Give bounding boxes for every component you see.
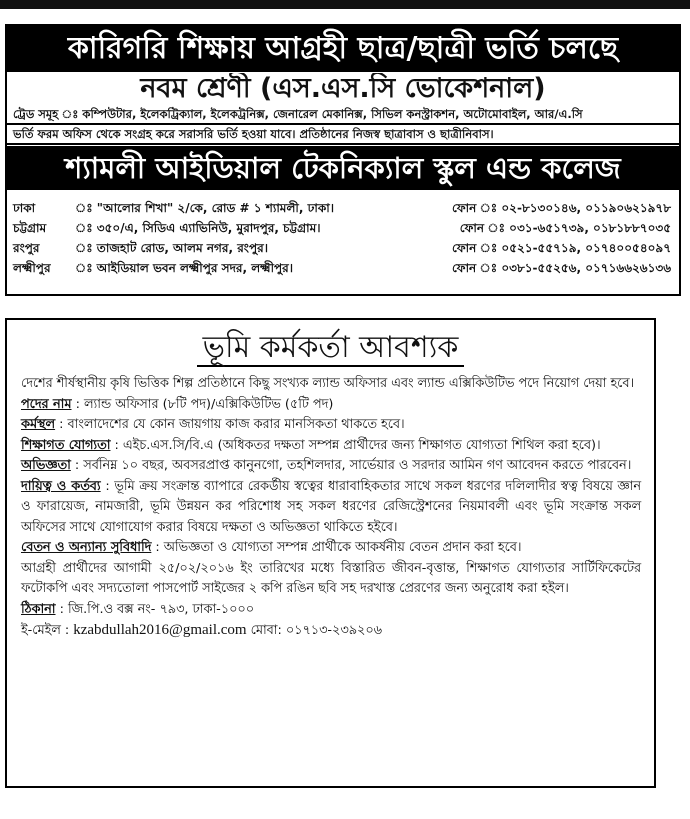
post-line [21,395,641,416]
branch-address: ঃ আইডিয়াল ভবন লক্ষ্মীপুর সদর, লক্ষ্মীপুর। [75,261,294,275]
school-admission-ad [5,24,681,296]
workplace-line [21,415,641,436]
mobile-number: মোবা: ০১৭১৩-২৩৯২০৬ [246,623,382,638]
branch-address: ঃ ৩৫০/এ, সিডিএ এ্যাভিনিউ, মুরাদপুর, চট্টগ্রাম। [75,221,321,235]
branch-phone: ফোন ঃ ০২-৮১৩০১৪৬, ০১১৯০৬২১৯৭৮ [451,201,671,215]
branch-phone: ফোন ঃ ০৩৮১-৫৫২৫৬, ০১৭১৬৬২৬১৩৬ [451,261,671,275]
branch-address: ঃ "আলোর শিখা" ২/কে, রোড # ১ শ্যামলী, ঢাকা। [75,201,335,215]
apply-paragraph: আগ্রহী প্রার্থীদের আগামী ২৫/০২/২০১৬ ইং তারিখের মধ্যে বিস্তারিত জীবন-বৃত্তান্ত, শিক্ষাগত যোগ্যতার সার্টিফিকেটের ফটোকপি এবং সদ্যতোলা পাসপোর্ট সাইজের ২ কপি রঙিন ছবি সহ দরখাস্ত প্রেরণের জন্য অনুরোধ করা হইল। [21,560,641,596]
branch-city: রংপুর [13,241,40,255]
education-line [21,436,641,457]
land-officer-job-ad [5,318,656,788]
salary-label: বেতন ও অন্যান্য সুবিধাদি [21,540,152,555]
admission-note: ভর্তি ফরম অফিস থেকে সংগ্রহ করে সরাসরি ভর্তি হওয়া যাবে। প্রতিষ্ঠানের নিজস্ব ছাত্রাবাস ও ছাত্রীনিবাস। [7,123,679,145]
email-address: kzabdullah2016@gmail.com [73,622,247,638]
education-text: : এইচ.এস.সি/বি.এ (অধিকতর দক্ষতা সম্পন্ন প্রার্থীদের জন্য শিক্ষাগত যোগ্যতা শিথিল করা হবে)। [114,437,601,453]
intro-paragraph: দেশের শীর্ষস্থানীয় কৃষি ভিত্তিক শিল্প প্রতিষ্ঠানে কিছু সংখ্যক ল্যান্ড অফিসার এবং ল্যান্ড এক্সিকিউটিভ পদে নিয়োগ দেয়া হবে। [21,376,635,391]
workplace-label: কর্মস্থল [21,417,56,432]
address-line [21,600,641,621]
branch-list [13,198,675,278]
trades-list: ট্রেড সমূহ ঃ কম্পিউটার, ইলেকট্রিক্যাল, ইলেকট্রনিক্স, জেনারেল মেকানিক্স, সিভিল কনস্ট্রাকশন, অটোমোবাইল, আর/এ.সি [13,107,583,121]
job-ad-title-text: ভূমি কর্মকর্তা আবশ্যক [197,330,465,367]
workplace-text: : বাংলাদেশের যে কোন জায়গায় কাজ করার মানসিকতা থাকতে হবে। [59,417,405,432]
post-text: : ল্যান্ড অফিসার (৮টি পদ)/এক্সিকিউটিভ (৫টি পদ) [75,396,334,412]
email-prefix: ই-মেইল : [21,623,74,638]
admission-headline: কারিগরি শিক্ষায় আগ্রহী ছাত্র/ছাত্রী ভর্তি চলছে [7,26,679,72]
job-ad-body [21,374,641,642]
duties-text: : ভূমি ক্রয় সংক্রান্ত ব্যাপারে রেকর্ডীয় স্বত্বের ধারাবাহিকতার সাথে সকল ধরণের দলিলাদীর স্বত্ব বিষয়ে জ্ঞান ও ফারায়েজ, নামজারী, ভূমি উন্নয়ন কর পরিশোধ সহ সকল ধরণের রেজিস্ট্রেশনের নিয়মাবলী এবং ভূমি সংক্রান্ত সকল অফিসের সাথে যোগাযোগ করার বিষয়ে দক্ষতা ও অভিজ্ঞতা থাকিতে হইবে। [21,478,642,535]
branch-row [13,258,675,278]
branch-row [13,218,675,238]
branch-city: ঢাকা [13,201,36,215]
contact-line [21,620,641,642]
experience-line [21,456,641,477]
address-label: ঠিকানা [21,601,56,617]
duties-line [21,477,641,539]
grade-heading: নবম শ্রেণী (এস.এস.সি ভোকেশনাল) [140,73,546,104]
branch-city: চট্টগ্রাম [13,221,47,235]
branch-row [13,238,675,258]
duties-label: দায়িত্ব ও কর্তব্য [21,478,101,494]
experience-label: অভিজ্ঞতা [21,458,71,473]
branch-city: লক্ষ্মীপুর [13,261,51,275]
job-ad-title [7,330,654,366]
branch-phone: ফোন ঃ ০৫২১-৫৫৭১৯, ০১৭৪০০৫৪০৯৭ [451,241,671,255]
address-text: : জি.পি.ও বক্স নং- ৭৯৩, ঢাকা-১০০০ [59,601,255,617]
branch-row [13,198,675,218]
branch-address: ঃ তাজহাট রোড, আলম নগর, রংপুর। [75,241,268,255]
branch-phone: ফোন ঃ ০৩১-৬৫১৭৩৯, ০১৮১৮৮৭০৩৫ [459,221,671,235]
school-name-banner: শ্যামলী আইডিয়াল টেকনিক্যাল স্কুল এন্ড কলেজ [7,146,679,190]
salary-line [21,538,641,559]
salary-text: : অভিজ্ঞতা ও যোগ্যতা সম্পন্ন প্রার্থীকে আকর্ষনীয় বেতন প্রদান করা হবে। [155,540,522,555]
post-label: পদের নাম [21,396,72,412]
experience-text: : সর্বনিম্ন ১০ বছর, অবসরপ্রাপ্ত কানুনগো, তহশিলদার, সার্ভেয়ার ও সরদার আমিন গণ আবেদন করতে পারবেন। [74,458,632,473]
education-label: শিক্ষাগত যোগ্যতা [21,437,111,453]
top-cut-strip [0,0,690,9]
